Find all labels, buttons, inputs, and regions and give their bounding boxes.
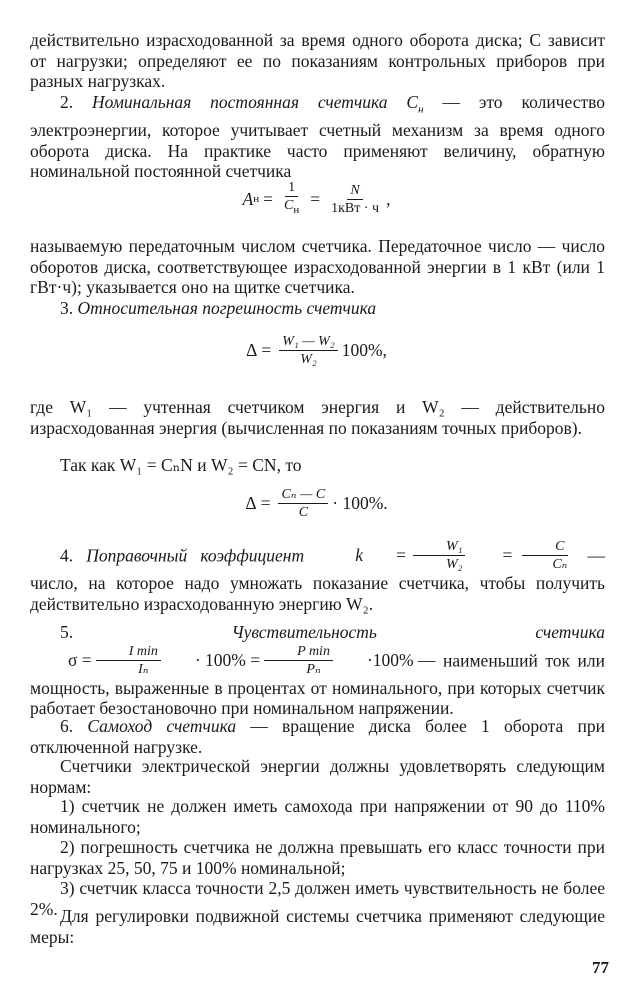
list-item: 3) счетчик класса точности 2,5 должен иметь чувствительность не более 2%. [30,878,605,919]
paragraph-last [30,906,605,947]
page-number: 77 [592,958,609,977]
fraction-denominator: 1кВт · ч [331,200,380,216]
item-term: Относительная погрешность счетчика [77,298,377,318]
item-term: Самоход счетчика [87,716,237,736]
item-term: Поправочный коэффициент [86,545,305,566]
paragraph-text: называемую передаточным числом счетчика. Передаточное число — число оборотов диска, соответствующее израсходованной энергии в 1 кВт (или 1 гВт·ч); указывается оно на щитке счетчика. [30,236,605,297]
fraction-2 [328,182,382,217]
paragraph-where [30,397,605,438]
item-number: 4. [60,545,74,566]
formula-lhs: k [355,545,364,566]
item-text: наименьший ток или мощность, выраженные в процентах от номинального, при которых счетчик работает безостановочно при номинальном напряжении. [30,649,605,718]
fraction-numerator: Cₙ — C [278,486,328,504]
paragraph-transfer-number [30,236,605,298]
paragraph-item-5 [30,622,605,719]
fraction-denominator: C [298,504,309,520]
fraction-numerator: W₁ [413,538,466,556]
fraction [278,486,328,521]
list-item: 1) счетчик не должен иметь самохода при напряжении от 90 до 110% номинального; [30,796,605,837]
equals-sign: = [263,188,273,209]
paragraph-continuation [30,30,605,92]
paragraph-text: Так как W₁ = CₙN и W₂ = CN, то [60,455,302,475]
formula-middle: · 100% = [194,649,261,670]
paragraph-since [30,455,605,476]
formula-tail: ·100% — [366,649,436,670]
item-text: — число, на которое надо умножать показание счетчика, чтобы получить действительно израсходованную энергию W₂. [30,545,606,614]
item-number: 6. [60,716,74,736]
paragraph-item-4 [30,538,605,614]
paragraph-item-6 [30,716,605,757]
formula-lhs: Δ [245,492,257,513]
norms-list [30,796,605,919]
fraction [279,333,338,368]
paragraph-item-2 [30,92,605,182]
fraction-denominator-subscript: н [293,203,300,216]
formula-tail: · 100%. [332,492,388,513]
paragraph-text: Счетчики электрической энергии должны удовлетворять следующим нормам: [30,756,605,797]
fraction-numerator: P min [264,643,333,661]
paragraph-text: Для регулировки подвижной системы счетчика применяют следующие меры: [30,906,605,947]
fraction-denominator: Cₙ [552,557,568,572]
inline-formula-k [317,538,574,573]
paragraph-text: действительно израсходованной за время одного оборота диска; C зависит от нагрузки; определяют ее по показаниям контрольных приборов при разных нагрузках. [30,30,605,91]
paragraph-norms [30,756,605,797]
item-term-subscript: н [418,103,424,116]
item-number: 2. [60,92,74,112]
formula-lhs-subscript: н [253,192,260,205]
list-item: 2) погрешность счетчика не должна превышать его класс точности при нагрузках 25, 50, 75 и 100% номинальной; [30,837,605,878]
item-number: 5. [60,622,74,642]
fraction-denominator: W₂ [445,557,463,572]
formula-relative-error-2 [0,480,633,526]
fraction-numerator: N [347,182,362,200]
inline-formula-sigma [30,643,435,678]
paragraph-item-3 [30,298,605,319]
paragraph-text: где W₁ — учтенная счетчиком энергия и W₂ — действительно израсходованная энергия (вычисленная по показаниям точных приборов). [30,397,605,438]
formula-tail: , [386,188,391,209]
fraction-1 [281,179,302,219]
item-number: 3. [60,298,74,318]
fraction-denominator: Iₙ [138,661,149,677]
formula-transfer-number [0,178,633,220]
fraction-1 [413,538,466,573]
fraction-denominator: Pₙ [306,661,321,677]
fraction-1 [96,643,161,678]
formula-tail: 100%, [341,339,387,360]
fraction-numerator: I min [96,643,161,661]
fraction-numerator: 1 [285,179,298,197]
equals-sign: = [502,545,513,566]
item-text: — это количество электроэнергии, которое учитывает счетный механизм за время одного оборота диска. На практике часто применяют величину, обратную номинальной постоянной счетчика [30,92,605,181]
fraction-denominator: C [284,198,294,214]
fraction-2 [264,643,333,678]
equals-sign: = [261,339,272,360]
equals-sign: = [310,188,321,209]
equals-sign: = [396,545,406,566]
fraction-2 [519,538,570,573]
formula-lhs: σ = [68,649,92,670]
fraction-denominator: W₂ [300,351,317,367]
formula-lhs: Δ [246,339,258,360]
item-term: Номинальная постоянная счетчика C [92,92,419,112]
formula-lhs: A [242,188,254,209]
formula-relative-error [0,326,633,374]
equals-sign: = [260,492,271,513]
fraction-numerator: C [522,538,567,556]
item-term: Чувствительность счетчика [231,622,605,642]
fraction-numerator: W₁ — W₂ [279,333,338,351]
item-text: — вращение диска более 1 оборота при отключенной нагрузке. [30,716,605,757]
